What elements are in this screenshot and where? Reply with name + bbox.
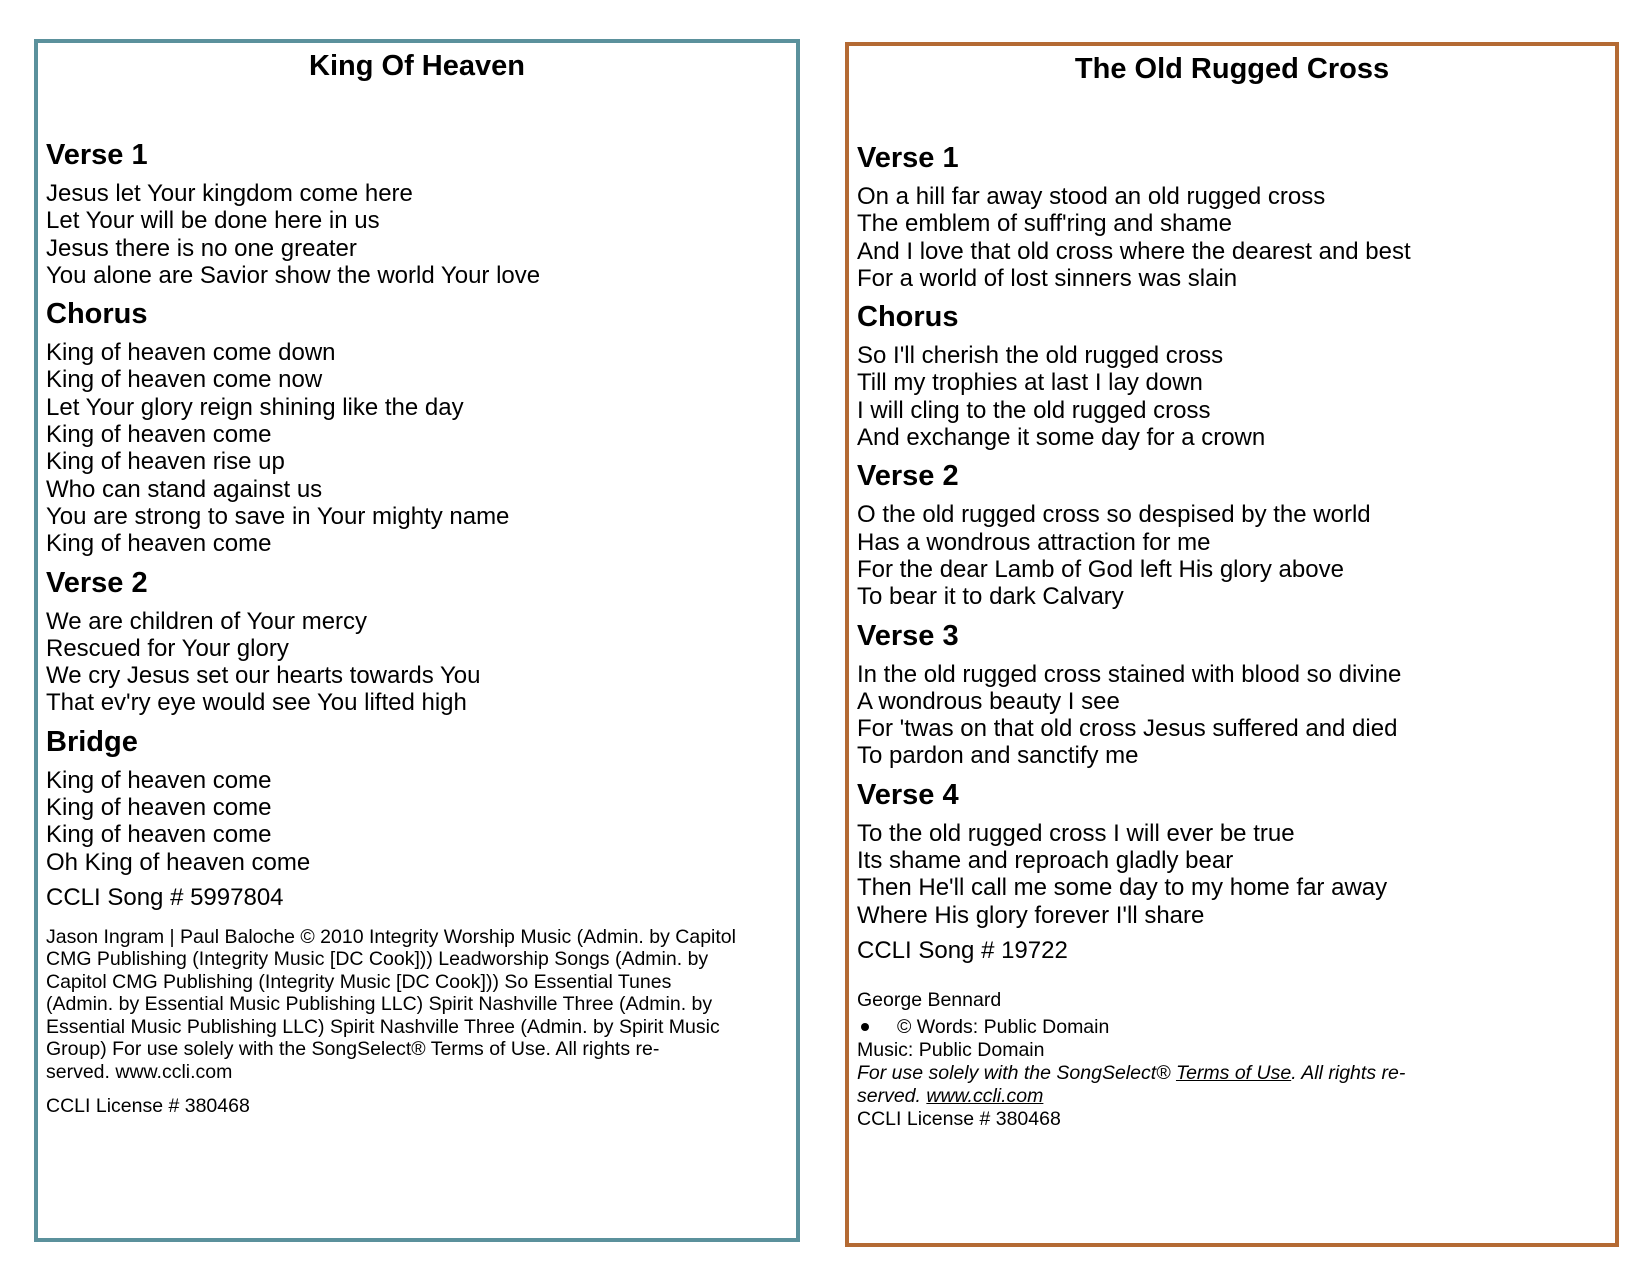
lyrics-block <box>857 342 1607 451</box>
lyric-line: King of heaven rise up <box>46 448 285 476</box>
section-heading: Chorus <box>857 301 959 334</box>
song-card-king-of-heaven <box>34 39 800 1242</box>
lyric-line: To bear it to dark Calvary <box>857 583 1124 611</box>
credits-line: Group) For use solely with the SongSelect® Terms of Use. All rights re- <box>46 1038 660 1061</box>
lyric-line: Till my trophies at last I lay down <box>857 369 1203 397</box>
section-heading: Chorus <box>46 298 148 331</box>
section-heading: Verse 1 <box>857 142 959 174</box>
lyric-line: You are strong to save in Your mighty name <box>46 502 510 530</box>
served-line <box>857 1085 1607 1108</box>
lyrics-block <box>857 661 1607 770</box>
terms-prefix: For use solely with the SongSelect® <box>857 1061 1176 1084</box>
ccli-song-number: CCLI Song # 19722 <box>857 936 1068 964</box>
words-credit-text: © Words: Public Domain <box>897 1015 1110 1038</box>
author: George Bennard <box>857 988 1002 1011</box>
lyric-line: King of heaven come <box>46 794 272 822</box>
credits-line: Jason Ingram | Paul Baloche © 2010 Integrity Worship Music (Admin. by Capitol <box>46 925 736 948</box>
terms-line <box>857 1062 1607 1085</box>
ccli-website-link[interactable]: www.ccli.com <box>926 1084 1044 1107</box>
credits-line: served. www.ccli.com <box>46 1060 233 1083</box>
lyric-line: Where His glory forever I'll share <box>857 901 1205 929</box>
song-sections <box>46 138 788 876</box>
lyrics-block <box>46 767 788 876</box>
song-card-old-rugged-cross <box>845 42 1619 1247</box>
lyric-line: So I'll cherish the old rugged cross <box>857 342 1224 370</box>
lyric-line: Let Your will be done here in us <box>46 207 380 235</box>
words-credit <box>857 1016 1607 1039</box>
lyric-line: Who can stand against us <box>46 475 323 503</box>
lyric-line: We are children of Your mercy <box>46 607 368 635</box>
song-title: King Of Heaven <box>309 50 525 82</box>
section-heading: Verse 4 <box>857 778 959 811</box>
lyrics-block <box>857 820 1607 929</box>
lyric-line: In the old rugged cross stained with blood so divine <box>857 660 1402 688</box>
lyrics-block <box>857 501 1607 610</box>
lyric-line: Let Your glory reign shining like the day <box>46 393 464 421</box>
served-prefix: served. <box>857 1084 927 1107</box>
lyrics-block <box>46 339 788 557</box>
section-heading: Verse 1 <box>46 139 148 171</box>
song-title: The Old Rugged Cross <box>1074 53 1390 85</box>
lyric-line: For a world of lost sinners was slain <box>857 264 1238 292</box>
bullet-icon <box>861 1023 869 1031</box>
song-sections <box>857 141 1607 929</box>
music-credit: Music: Public Domain <box>857 1038 1045 1061</box>
lyric-line: King of heaven come <box>46 421 272 449</box>
lyric-line: And I love that old cross where the dearest and best <box>857 237 1411 265</box>
lyric-line: I will cling to the old rugged cross <box>857 396 1211 424</box>
lyric-line: For the dear Lamb of God left His glory above <box>857 555 1344 583</box>
lyric-line: To the old rugged cross I will ever be true <box>857 819 1295 847</box>
credits-line: CMG Publishing (Integrity Music [DC Cook])) Leadworship Songs (Admin. by <box>46 948 709 971</box>
lyric-line: King of heaven come down <box>46 339 336 367</box>
lyric-line: For 'twas on that old cross Jesus suffered and died <box>857 715 1398 743</box>
lyrics-block <box>46 608 788 717</box>
lyric-line: King of heaven come now <box>46 366 323 394</box>
lyric-line: King of heaven come <box>46 530 272 558</box>
section-heading: Verse 3 <box>857 619 959 652</box>
ccli-license: CCLI License # 380468 <box>857 1107 1061 1130</box>
terms-suffix: . All rights re- <box>1291 1061 1406 1084</box>
lyric-line: On a hill far away stood an old rugged cross <box>857 183 1326 210</box>
lyric-line: And exchange it some day for a crown <box>857 424 1266 452</box>
lyric-line: Then He'll call me some day to my home far away <box>857 874 1388 902</box>
section-heading: Bridge <box>46 725 138 758</box>
lyric-line: That ev'ry eye would see You lifted high <box>46 689 467 717</box>
lyric-line: Jesus there is no one greater <box>46 234 357 262</box>
lyric-line: Oh King of heaven come <box>46 848 311 876</box>
credits-line: Capitol CMG Publishing (Integrity Music [DC Cook])) So Essential Tunes <box>46 970 672 993</box>
section-heading: Verse 2 <box>857 460 959 493</box>
ccli-song-number: CCLI Song # 5997804 <box>46 883 284 911</box>
lyric-line: Its shame and reproach gladly bear <box>857 847 1234 875</box>
section-heading: Verse 2 <box>46 566 148 599</box>
lyric-line: Rescued for Your glory <box>46 634 289 662</box>
lyric-line: Has a wondrous attraction for me <box>857 528 1211 556</box>
lyrics-block <box>46 180 788 289</box>
copyright-credits <box>46 926 788 1084</box>
lyric-line: You alone are Savior show the world Your love <box>46 261 541 289</box>
lyric-line: We cry Jesus set our hearts towards You <box>46 662 481 690</box>
credits-line: (Admin. by Essential Music Publishing LLC) Spirit Nashville Three (Admin. by <box>46 993 713 1016</box>
lyric-line: King of heaven come <box>46 821 272 849</box>
ccli-license: CCLI License # 380468 <box>46 1095 250 1118</box>
terms-of-use-link[interactable]: Terms of Use <box>1175 1061 1292 1084</box>
credits-line: Essential Music Publishing LLC) Spirit Nashville Three (Admin. by Spirit Music <box>46 1015 720 1038</box>
lyrics-block <box>857 183 1607 292</box>
lyric-line: To pardon and sanctify me <box>857 742 1139 770</box>
lyric-line: The emblem of suff'ring and shame <box>857 210 1232 238</box>
lyric-line: O the old rugged cross so despised by the world <box>857 501 1371 529</box>
lyric-line: A wondrous beauty I see <box>857 687 1120 715</box>
lyric-line: King of heaven come <box>46 766 272 794</box>
lyric-line: Jesus let Your kingdom come here <box>46 180 413 207</box>
